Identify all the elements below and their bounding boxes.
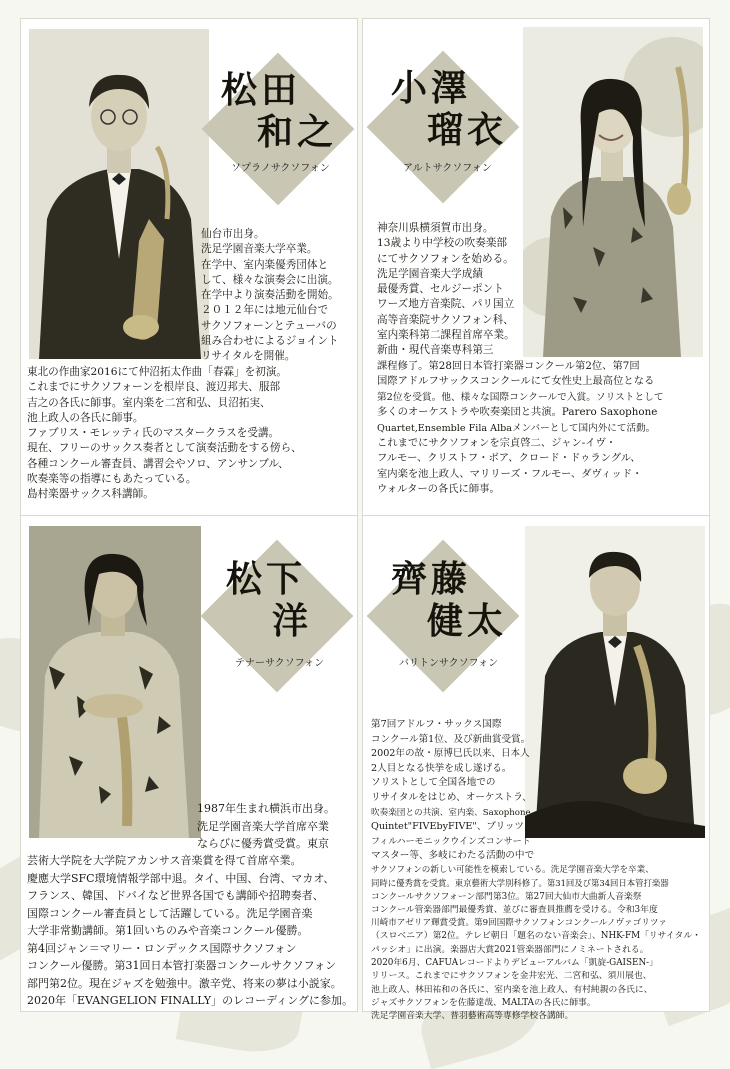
name-line-2: 健太	[427, 600, 508, 642]
bio-line: 吉之の各氏に師事。室内楽を二宮和弘、貝沼拓実、	[27, 396, 271, 409]
name-line-2: 瑠衣	[427, 109, 508, 151]
bio-text-top	[377, 221, 515, 359]
bio-line: サクソフォンの新しい可能性を模索している。洗足学園音楽大学を卒業、	[371, 865, 654, 875]
bio-line: 同時に優秀賞を受賞。東京藝術大学別科修了。第31回及び第34回日本管打楽器	[371, 878, 669, 889]
bio-line: ソリストとして全国各地での	[371, 777, 496, 789]
bio-line: これまでにサクソフォンを宗貞啓二、ジャン-イヴ・	[377, 437, 617, 450]
name-line-2: 和之	[257, 111, 338, 153]
bio-line: 室内楽を池上政人、マリリーズ・フルモー、ダヴィッド・	[377, 467, 643, 480]
bio-line: 大学非常勤講師。第1回いちのみや音楽コンクール優勝。	[27, 924, 309, 937]
bio-text-bottom	[377, 359, 664, 498]
bio-line: 池上政人、林田祐和の各氏に、室内楽を池上政人、有村純親の各氏に、	[371, 984, 653, 995]
bio-line: 国際アドルフサックスコンクールにて女性史上最高位となる	[377, 375, 655, 388]
bio-line: 洗足学園音楽大学首席卒業	[197, 819, 329, 833]
bio-text-top	[371, 718, 534, 864]
bio-line: リサイタルを開催。	[201, 350, 296, 363]
name-line-1: 齊藤	[391, 558, 472, 600]
performer-card	[362, 515, 710, 1022]
bio-line: ワーズ地方音楽院、パリ国立	[377, 298, 515, 311]
bio-line: 2002年の故・原博巳氏以来、日本人	[371, 748, 530, 760]
performer-card	[20, 515, 358, 1012]
bio-line: 芸術大学院を大学院アカンサス音楽賞を得て首席卒業。	[27, 854, 302, 867]
bio-line: 池上政人の各氏に師事。	[27, 411, 144, 424]
bio-line: 洗足学園音楽大学、普羽藝術高等専修学校各講師。	[371, 1011, 574, 1022]
bio-line: リリース。これまでにサクソフォンを金井宏光、二宮和弘、須川展也、	[371, 971, 652, 982]
bio-line: パッシオ」に出演。楽器店大賞2021管楽器部門にノミネートされる。	[371, 944, 649, 955]
bio-line: 2020年「EVANGELION FINALLY」のレコーディングに参加。	[27, 994, 354, 1007]
bio-line: ファブリス・モレッティ氏のマスタークラスを受講。	[27, 427, 280, 440]
bio-line: コンクール優勝。第31回日本管打楽器コンクールサクソフォン	[27, 959, 337, 972]
bio-line: 洗足学園音楽大学卒業。	[201, 243, 318, 256]
bio-line: コンクール第1位、及び新曲賞受賞。	[371, 733, 531, 745]
bio-line: ならびに優秀賞受賞。東京	[197, 837, 329, 850]
bio-text-top	[201, 227, 339, 365]
bio-line: （スロベニア）第2位。テレビ朝日「題名のない音楽会」、NHK-FM「リサイタル・	[371, 931, 701, 942]
bio-line: 川崎市アゼリア輝賞受賞。第9回国際サクソフォンコンクールノヴァゴリツァ	[371, 918, 667, 929]
bio-line: 第4回ジャン＝マリー・ロンデックス国際サクソフォン	[27, 941, 297, 955]
bio-line: 在学中より演奏活動を開始。	[201, 289, 339, 302]
bio-line: Quintet"FIVEbyFIVE"、ブリッツ	[371, 821, 525, 833]
performer-photo	[29, 526, 201, 838]
bio-line: コンクールサクソフォーン部門第3位。第27回大仙市大曲新人音楽祭	[371, 891, 642, 902]
bio-line: 2人目となる快挙を成し遂げる。	[371, 762, 512, 774]
instrument-label: アルトサクソフォン	[403, 163, 492, 174]
bio-text-bottom	[27, 852, 353, 1010]
bio-line: 課程修了。第28回日本管打楽器コンクール第2位、第7回	[377, 360, 640, 372]
performer-name	[226, 558, 312, 642]
bio-line: ウォルターの各氏に師事。	[377, 483, 500, 496]
bio-text-bottom	[27, 365, 302, 503]
bio-line: 吹奏楽団との共演、室内楽、Saxophone	[371, 807, 531, 818]
bio-line: 1987年生まれ横浜市出身。	[197, 802, 335, 815]
bio-line: 高等音楽院サクソフォン科、	[377, 313, 514, 326]
name-line-2: 洋	[272, 600, 313, 642]
performer-photo	[523, 27, 703, 357]
bio-line: 新曲・現代音楽専科第三	[377, 344, 494, 357]
bio-line: 各種コンクール審査員、講習会やソロ、アンサンブル、	[27, 457, 289, 470]
bio-line: コンクール管楽器部門最優秀賞、並びに審査員推薦を受ける。令和3年度	[371, 904, 658, 915]
performer-name	[221, 69, 337, 153]
bio-line: 最優秀賞、セルジーポント	[377, 283, 504, 296]
bio-line: 組み合わせによるジョイント	[201, 335, 339, 348]
performer-card	[362, 18, 710, 517]
instrument-label: バリトンサクソフォン	[399, 658, 499, 669]
bio-line: 慶應大学SFC環境情報学部中退。タイ、中国、台湾、マカオ、	[27, 871, 335, 885]
bio-text-top	[197, 800, 335, 853]
bio-line: 洗足学園音楽大学成績	[377, 267, 483, 280]
bio-line: 第2位を受賞。他、様々な国際コンクールで入賞。ソリストとして	[377, 391, 664, 403]
bio-line: 国際コンクール審査員として活躍している。洗足学園音楽	[27, 906, 313, 920]
bio-line: 神奈川県横須賀市出身。	[377, 222, 494, 234]
bio-line: ２０１２年には地元仙台で	[201, 304, 329, 317]
bio-line: 室内楽科第二課程首席卒業。	[377, 329, 515, 342]
bio-line: 多くのオーケストラや吹奏楽団と共演。Parero Saxophone	[377, 406, 658, 419]
bio-line: 2020年6月、CAFUAレコードよりデビューアルバム「凱旋-GAISEN-」	[371, 958, 658, 969]
bio-line: して、様々な演奏会に出演。	[201, 273, 339, 286]
bio-line: 島村楽器サックス科講師。	[27, 488, 154, 501]
bio-line: にてサクソフォンを始める。	[377, 252, 514, 265]
name-line-1: 松下	[226, 558, 307, 600]
bio-line: サクソフォーンとテューバの	[201, 319, 337, 332]
name-line-1: 小澤	[391, 67, 472, 109]
performer-card	[20, 18, 358, 517]
performer-name	[391, 558, 507, 642]
bio-line: フルモー、クリストフ・ボア、クロード・ドゥラングル、	[377, 452, 641, 465]
bio-line: フィルハーモニックウインズコンサート	[371, 836, 531, 847]
performer-photo	[29, 29, 209, 359]
performer-photo	[525, 526, 705, 838]
performer-name	[391, 67, 507, 151]
bio-line: リサイタルをはじめ、オーケストラ、	[371, 791, 532, 803]
bio-line: ジャズサクソフォンを佐藤達哉、MALTAの各氏に師事。	[371, 997, 596, 1008]
instrument-label: ソプラノサクソフォン	[231, 163, 330, 174]
bio-line: 現在、フリーのサックス奏者として演奏活動をする傍ら、	[27, 442, 302, 455]
name-line-1: 松田	[221, 69, 302, 111]
bio-line: Quartet,Ensemble Fila Albaメンバーとして国内外にて活動。	[377, 422, 656, 434]
bio-line: 部門第2位。現在ジャズを勉強中。激辛党、将来の夢は小説家。	[27, 976, 342, 990]
bio-line: フランス、韓国、ドバイなど世界各国でも講師や招聘奏者、	[27, 889, 324, 902]
bio-text-bottom	[371, 864, 701, 1024]
bio-line: 仙台市出身。	[201, 228, 265, 240]
bio-line: 東北の作曲家2016にて仲沼拓太作曲「春霖」を初演。	[27, 366, 288, 378]
bio-line: 在学中、室内楽優秀団体と	[201, 258, 329, 271]
bio-line: 吹奏楽等の指導にもあたっている。	[27, 473, 197, 486]
instrument-label: テナーサクソフォン	[235, 658, 325, 669]
bio-line: マスター等、多岐にわたる活動の中で	[371, 850, 535, 862]
bio-line: 第7回アドルフ・サックス国際	[371, 719, 502, 730]
bio-line: これまでにサクソフォーンを根岸良、渡辺邦夫、服部	[27, 381, 281, 394]
bio-line: 13歳より中学校の吹奏楽部	[377, 237, 508, 250]
